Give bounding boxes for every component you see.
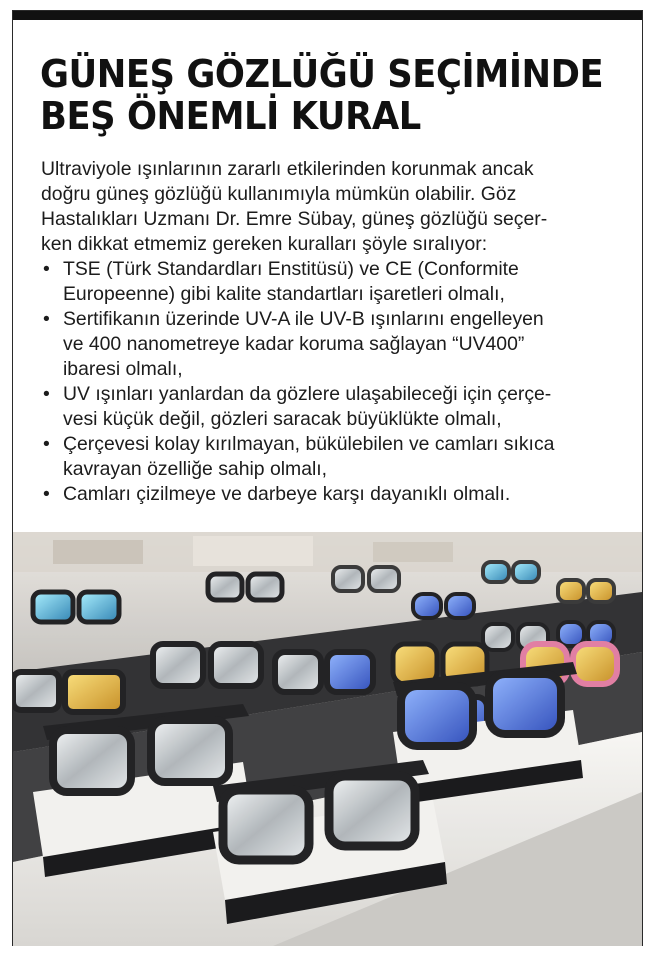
lead-line: doğru güneş gözlüğü kullanımıyla mümkün olabilir. Göz xyxy=(41,183,517,205)
lead-line: ken dikkat etmemiz gereken kuralları şöyle sıralıyor: xyxy=(41,233,488,255)
rule-item xyxy=(41,482,633,507)
rule-line: vesi küçük değil, gözleri saracak büyüklükte olmalı, xyxy=(63,408,502,430)
rule-line: kavrayan özelliğe sahip olmalı, xyxy=(63,458,328,480)
lead-line: Ultraviyole ışınlarının zararlı etkilerinden korunmak ancak xyxy=(41,158,534,180)
rule-line: ibaresi olmalı, xyxy=(63,358,183,380)
rule-line: Europeenne) gibi kalite standartları işaretleri olmalı, xyxy=(63,283,505,305)
rule-item xyxy=(41,432,633,482)
bullet-icon: • xyxy=(43,483,50,505)
bullet-icon: • xyxy=(43,383,50,405)
headline xyxy=(40,52,604,138)
rule-item xyxy=(41,307,633,382)
article-body xyxy=(41,157,633,507)
sunglasses-display-photo xyxy=(13,532,642,946)
headline-line-1: GÜNEŞ GÖZLÜĞÜ SEÇİMİNDE xyxy=(40,52,604,96)
bullet-icon: • xyxy=(43,433,50,455)
rule-line: ve 400 nanometreye kadar koruma sağlayan “UV400” xyxy=(63,333,525,355)
article xyxy=(12,10,643,946)
top-rule xyxy=(13,11,642,20)
rule-line: Sertifikanın üzerinde UV-A ile UV-B ışınlarını engelleyen xyxy=(63,308,544,330)
rule-line: TSE (Türk Standardları Enstitüsü) ve CE (Conformite xyxy=(63,258,519,280)
rule-line: Çerçevesi kolay kırılmayan, bükülebilen ve camları sıkıca xyxy=(63,433,555,455)
rules-list xyxy=(41,257,633,507)
lead-line: Hastalıkları Uzmanı Dr. Emre Sübay, güneş gözlüğü seçer- xyxy=(41,208,548,230)
rule-line: UV ışınları yanlardan da gözlere ulaşabileceği için çerçe- xyxy=(63,383,552,405)
rule-item xyxy=(41,382,633,432)
rule-item xyxy=(41,257,633,307)
bullet-icon: • xyxy=(43,308,50,330)
sunglasses-illustration xyxy=(13,532,642,946)
lead-paragraph xyxy=(41,157,633,257)
headline-line-2: BEŞ ÖNEMLİ KURAL xyxy=(40,94,421,138)
bullet-icon: • xyxy=(43,258,50,280)
rule-line: Camları çizilmeye ve darbeye karşı dayanıklı olmalı. xyxy=(63,483,511,505)
